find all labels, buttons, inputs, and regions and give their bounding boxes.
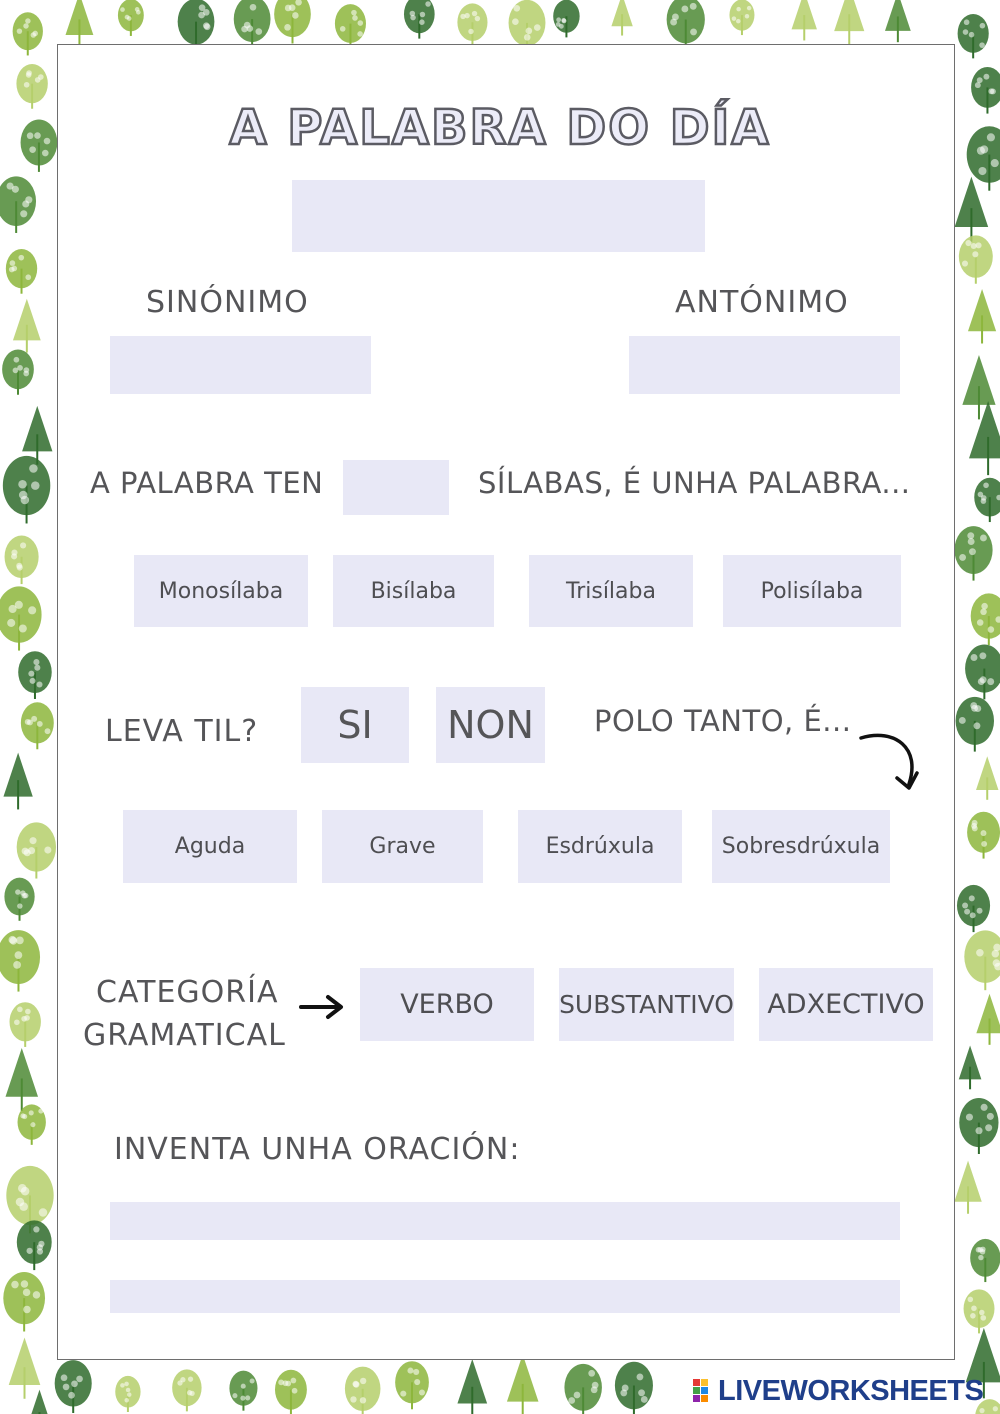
tree-icon — [9, 1338, 41, 1399]
tree-icon — [965, 644, 1000, 699]
tree-icon — [13, 299, 41, 353]
tree-icon — [229, 1371, 257, 1411]
tree-icon — [5, 1048, 38, 1111]
tree-icon — [10, 1002, 41, 1047]
tree-icon — [959, 235, 993, 283]
tree-icon — [275, 1370, 307, 1414]
tree-icon — [13, 12, 43, 55]
tree-icon — [954, 1161, 981, 1214]
tree-icon — [667, 0, 705, 50]
tree-icon — [18, 651, 52, 699]
tree-icon — [28, 1390, 52, 1414]
footer-brand: LIVEWORKSHEETS — [718, 1374, 984, 1407]
sentence-input-line-2[interactable] — [110, 1280, 900, 1313]
synonym-input[interactable] — [110, 336, 371, 394]
tree-icon — [955, 177, 989, 242]
tree-icon — [611, 0, 632, 36]
tree-icon — [959, 1045, 982, 1089]
tree-icon — [457, 1359, 487, 1414]
tree-icon — [3, 456, 50, 524]
tree-icon — [968, 289, 996, 344]
accent-question-label: LEVA TIL? — [105, 714, 259, 749]
tree-icon — [3, 753, 32, 810]
tree-icon — [115, 1376, 140, 1412]
tree-icon — [3, 1272, 45, 1331]
tree-icon — [335, 4, 366, 48]
tree-icon — [2, 350, 34, 395]
tree-icon — [834, 0, 864, 44]
category-label-line1: CATEGORÍA — [96, 975, 279, 1010]
tree-icon — [954, 526, 992, 580]
option-trisilaba[interactable]: Trisílaba — [529, 555, 693, 627]
tree-icon — [976, 994, 1000, 1045]
tree-icon — [18, 1104, 46, 1144]
syllables-prefix-label: A PALABRA TEN — [90, 466, 324, 500]
tree-icon — [615, 1362, 653, 1414]
tree-icon — [885, 0, 911, 42]
accent-no-option[interactable]: NON — [436, 687, 545, 763]
tree-icon — [234, 0, 271, 48]
antonym-input[interactable] — [629, 336, 900, 394]
category-label-line2: GRAMATICAL — [83, 1018, 286, 1053]
option-aguda[interactable]: Aguda — [123, 810, 297, 883]
option-polisilaba[interactable]: Polisílaba — [723, 555, 901, 627]
option-substantivo[interactable]: SUBSTANTIVO — [559, 968, 734, 1041]
tree-icon — [404, 0, 435, 39]
tree-icon — [17, 822, 56, 878]
worksheet-title: A PALABRA DO DÍA — [229, 100, 771, 156]
syllable-count-input[interactable] — [343, 460, 449, 515]
tree-icon — [4, 878, 34, 921]
tree-icon — [0, 586, 42, 650]
option-verbo[interactable]: VERBO — [360, 968, 534, 1041]
liveworksheets-logo — [692, 1376, 992, 1406]
liveworksheets-mark-icon — [692, 1378, 718, 1404]
tree-icon — [956, 697, 994, 752]
tree-icon — [21, 702, 54, 749]
tree-icon — [5, 535, 39, 584]
tree-icon — [65, 0, 93, 47]
option-sobresdruxula[interactable]: Sobresdrúxula — [712, 810, 890, 883]
right-arrow-icon — [298, 993, 346, 1021]
option-bisilaba[interactable]: Bisílaba — [333, 555, 494, 627]
antonym-label: ANTÓNIMO — [675, 285, 849, 320]
tree-icon — [553, 0, 579, 37]
option-esdruxula[interactable]: Esdrúxula — [518, 810, 682, 883]
tree-icon — [274, 0, 311, 43]
tree-icon — [564, 1364, 601, 1414]
tree-icon — [969, 401, 1000, 475]
option-grave[interactable]: Grave — [322, 810, 483, 883]
syllables-suffix-label: SÍLABAS, É UNHA PALABRA... — [478, 466, 911, 500]
tree-icon — [17, 1220, 52, 1270]
tree-icon — [729, 0, 754, 35]
word-of-day-input[interactable] — [292, 180, 705, 252]
tree-icon — [457, 3, 487, 46]
tree-icon — [6, 249, 37, 294]
option-adxectivo[interactable]: ADXECTIVO — [759, 968, 933, 1041]
tree-icon — [395, 1361, 429, 1409]
tree-icon — [172, 1369, 201, 1411]
tree-icon — [957, 885, 990, 932]
therefore-label: POLO TANTO, É... — [594, 704, 852, 738]
option-monosilaba[interactable]: Monosílaba — [134, 555, 308, 627]
tree-icon — [967, 812, 1000, 859]
tree-icon — [974, 478, 1000, 522]
tree-icon — [964, 1289, 995, 1333]
tree-icon — [959, 1098, 998, 1154]
tree-icon — [964, 930, 1000, 990]
sentence-label: INVENTA UNHA ORACIÓN: — [114, 1132, 521, 1167]
tree-icon — [0, 176, 36, 233]
synonym-label: SINÓNIMO — [146, 285, 309, 320]
tree-icon — [0, 930, 40, 991]
tree-icon — [792, 0, 817, 40]
tree-icon — [970, 1239, 1000, 1282]
tree-icon — [118, 0, 144, 36]
tree-icon — [345, 1367, 381, 1414]
tree-icon — [958, 14, 989, 58]
sentence-input-line-1[interactable] — [110, 1202, 900, 1240]
accent-yes-option[interactable]: SI — [301, 687, 409, 763]
curved-arrow-icon — [855, 728, 925, 798]
tree-icon — [55, 1360, 92, 1413]
tree-icon — [971, 593, 1000, 645]
tree-icon — [507, 1354, 539, 1414]
tree-icon — [976, 756, 998, 799]
